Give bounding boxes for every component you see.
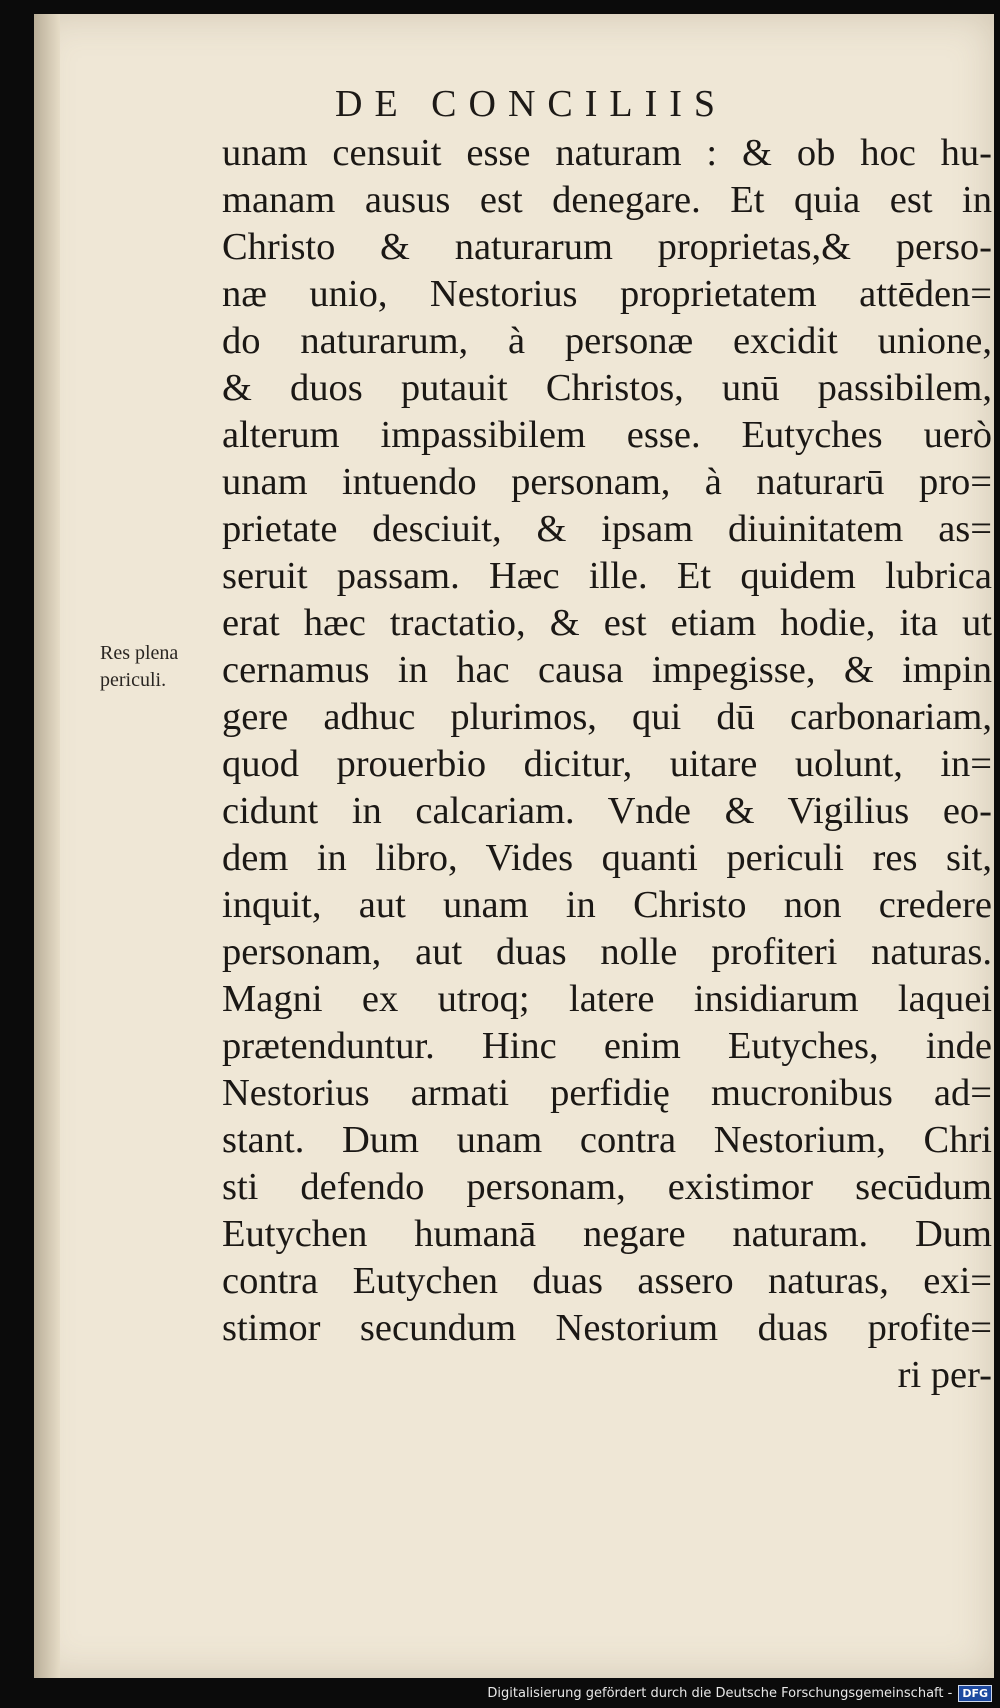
text-line: inquit, aut unam in Christo non credere — [222, 884, 992, 926]
text-line: Eutychen humanā negare naturam. Dum — [222, 1213, 992, 1255]
digitization-footer — [487, 1682, 992, 1704]
body-text — [222, 130, 992, 1399]
text-line: quod prouerbio dicitur, uitare uolunt, in= — [222, 743, 992, 785]
text-line: stimor secundum Nestorium duas profite= — [222, 1307, 992, 1349]
marginal-note-line-2: periculi. — [100, 669, 167, 691]
text-line: alterum impassibilem esse. Eutyches uerò — [222, 414, 992, 456]
marginal-note — [100, 640, 220, 694]
text-line: stant. Dum unam contra Nestorium, Chri — [222, 1119, 992, 1161]
text-line: unam censuit esse naturam : & ob hoc hu- — [222, 132, 992, 174]
text-line: do naturarum, à personæ excidit unione, — [222, 320, 992, 362]
text-line: & duos putauit Christos, unū passibilem, — [222, 367, 992, 409]
text-line: Christo & naturarum proprietas,& perso- — [222, 226, 992, 268]
text-line: gere adhuc plurimos, qui dū carbonariam, — [222, 696, 992, 738]
text-line: dem in libro, Vides quanti periculi res sit, — [222, 837, 992, 879]
text-line: Magni ex utroq; latere insidiarum laquei — [222, 978, 992, 1020]
marginal-note-line-1: Res plena — [100, 642, 179, 664]
text-line: contra Eutychen duas assero naturas, exi= — [222, 1260, 992, 1302]
text-line: Nestorius armati perfidię mucronibus ad= — [222, 1072, 992, 1114]
dfg-logo-icon: DFG — [958, 1685, 992, 1702]
text-line: personam, aut duas nolle profiteri naturas. — [222, 931, 992, 973]
text-line: cidunt in calcariam. Vnde & Vigilius eo- — [222, 790, 992, 832]
running-header: DE CONCILIIS — [335, 83, 728, 125]
text-line: næ unio, Nestorius proprietatem attēden= — [222, 273, 992, 315]
text-line: seruit passam. Hæc ille. Et quidem lubrica — [222, 555, 992, 597]
text-line: prietate desciuit, & ipsam diuinitatem as= — [222, 508, 992, 550]
text-line: erat hæc tractatio, & est etiam hodie, ita ut — [222, 602, 992, 644]
text-line: unam intuendo personam, à naturarū pro= — [222, 461, 992, 503]
text-line: sti defendo personam, existimor secūdum — [222, 1166, 992, 1208]
catchword-line: ri per- — [897, 1354, 992, 1396]
text-line: prætenduntur. Hinc enim Eutyches, inde — [222, 1025, 992, 1067]
text-line: cernamus in hac causa impegisse, & impin — [222, 649, 992, 691]
footer-credit: Digitalisierung gefördert durch die Deutsche Forschungsgemeinschaft - — [487, 1685, 953, 1701]
page-binding-shadow — [34, 14, 60, 1678]
text-line: manam ausus est denegare. Et quia est in — [222, 179, 992, 221]
